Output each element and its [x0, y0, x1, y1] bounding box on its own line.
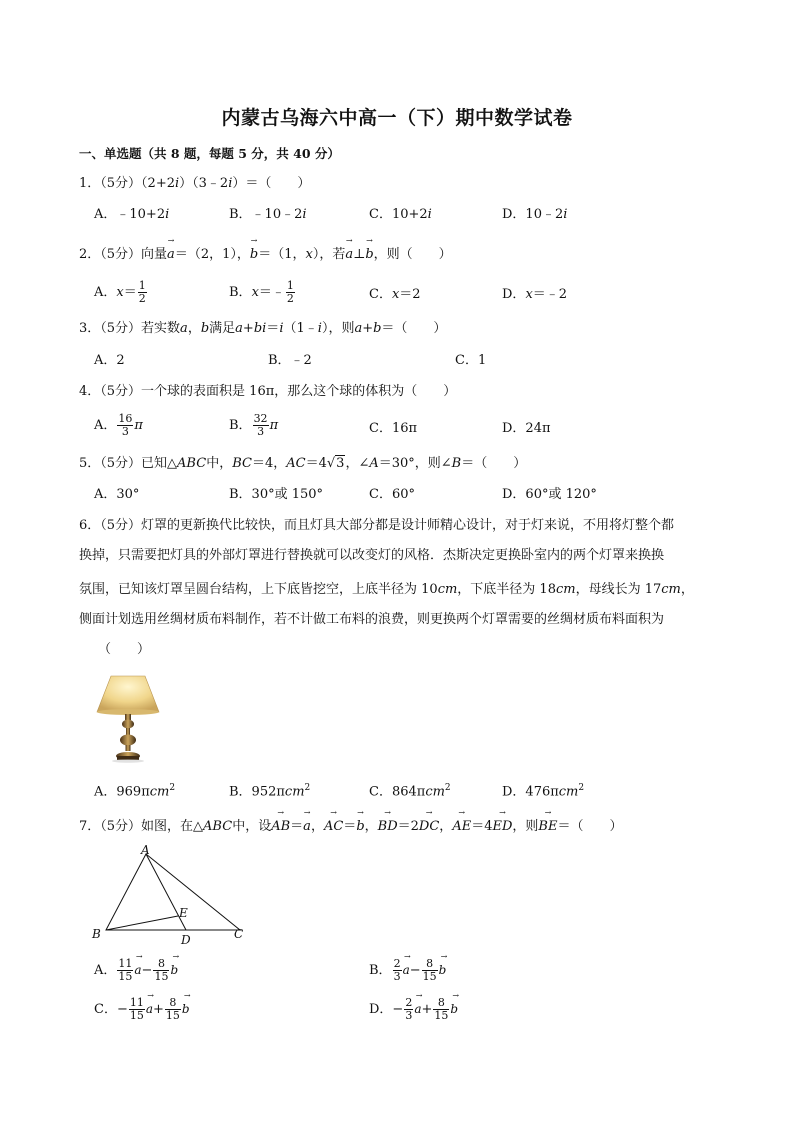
label-C: C — [234, 927, 244, 941]
q6-line-4: 侧面计划选用丝绸材质布料制作，若不计做工布料的浪费，则更换两个灯罩需要的丝绸材质布料面积为 — [79, 612, 665, 627]
q4-option-c: C．16π — [369, 421, 418, 436]
q3-option-a: A．2 — [94, 353, 125, 368]
q4-option-b: B． $\frac{32}{3}$ π — [229, 412, 279, 438]
q5-option-d: D．60°或 120° — [502, 487, 597, 502]
question-7: 7．（5分）如图，在△ABC中，设→ AB＝→ a，→ AC＝→ b，→ BD＝2→ DC，→ AE＝4→ ED，则→ BE＝（ ） — [79, 818, 622, 836]
q4-option-a: A． $\frac{16}{3}$ π — [94, 412, 143, 438]
q6-line-3: 氛围，已知该灯罩呈圆台结构，上下底皆挖空，上底半径为 10cm，下底半径为 18cm，母线长为 17cm， — [79, 582, 694, 597]
q6-line-5: （ ） — [98, 642, 151, 657]
q5-option-b: B．30°或 150° — [229, 487, 324, 502]
page-title: 内蒙古乌海六中高一（下）期中数学试卷 — [221, 107, 573, 129]
question-4: 4．（5分）一个球的表面积是 16π，那么这个球的体积为（ ） — [79, 384, 457, 399]
lamp-image — [93, 672, 163, 764]
q1-option-b: B．﹣10﹣2i — [229, 207, 307, 222]
triangle-figure — [88, 842, 248, 948]
q6-option-a: A．969πcm$^2$ — [94, 783, 176, 800]
q2-option-d: D．x＝﹣2 — [502, 287, 568, 302]
q7-option-a: A． $\frac{11}{15}$ → a− $\frac{8}{15}$ → b — [94, 958, 178, 983]
label-A: A — [141, 843, 150, 857]
q5-option-a: A．30° — [94, 487, 140, 502]
q2-option-c: C．x＝2 — [369, 287, 421, 302]
q2-option-a: A．x＝ $\frac{1}{2}$ — [94, 279, 146, 305]
label-D: D — [181, 933, 191, 947]
q6-line-1: 6．（5分）灯罩的更新换代比较快，而且灯具大部分都是设计师精心设计，对于灯来说，不用将灯整个都 — [79, 518, 675, 533]
q3-option-c: C．1 — [455, 353, 487, 368]
q7-option-c: C．− $\frac{11}{15}$ → a+ $\frac{8}{15}$ → b — [94, 997, 190, 1022]
q6-line-2: 换掉，只需要把灯具的外部灯罩进行替换就可以改变灯的风格．杰斯决定更换卧室内的两个灯罩来换换 — [79, 548, 665, 563]
label-E: E — [179, 906, 188, 920]
q2-option-b: B．x＝﹣ $\frac{1}{2}$ — [229, 279, 294, 305]
section-heading: 一、单选题（共 8 题，每题 5 分，共 40 分） — [79, 146, 340, 161]
question-1: 1．（5分）（2+2i）（3﹣2i）＝（ ） — [79, 176, 311, 191]
label-B: B — [92, 927, 101, 941]
q6-option-b: B．952πcm$^2$ — [229, 783, 311, 800]
q6-option-d: D．476πcm$^2$ — [502, 783, 585, 800]
question-3: 3．（5分）若实数a，b满足a+bi＝i（1﹣i），则a+b＝（ ） — [79, 321, 447, 336]
q1-option-a: A．﹣10+2i — [94, 207, 170, 222]
question-5: 5．（5分）已知△ABC中，BC＝4，AC＝4√3，∠A＝30°，则∠B＝（ ） — [79, 456, 527, 471]
q7-option-d: D．− $\frac{2}{3}$ → a+ $\frac{8}{15}$ → b — [369, 997, 458, 1022]
q5-option-c: C．60° — [369, 487, 415, 502]
q3-option-b: B．﹣2 — [268, 353, 312, 368]
q7-option-b: B． $\frac{2}{3}$ → a− $\frac{8}{15}$ → b — [369, 958, 446, 983]
q6-option-c: C．864πcm$^2$ — [369, 783, 451, 800]
q4-option-d: D．24π — [502, 421, 551, 436]
question-2: 2．（5分）向量→ a＝（2，1），→ b＝（1，x），若→ a⊥→ b，则（ ） — [79, 246, 452, 264]
q1-option-c: C．10+2i — [369, 207, 432, 222]
q1-option-d: D．10﹣2i — [502, 207, 568, 222]
